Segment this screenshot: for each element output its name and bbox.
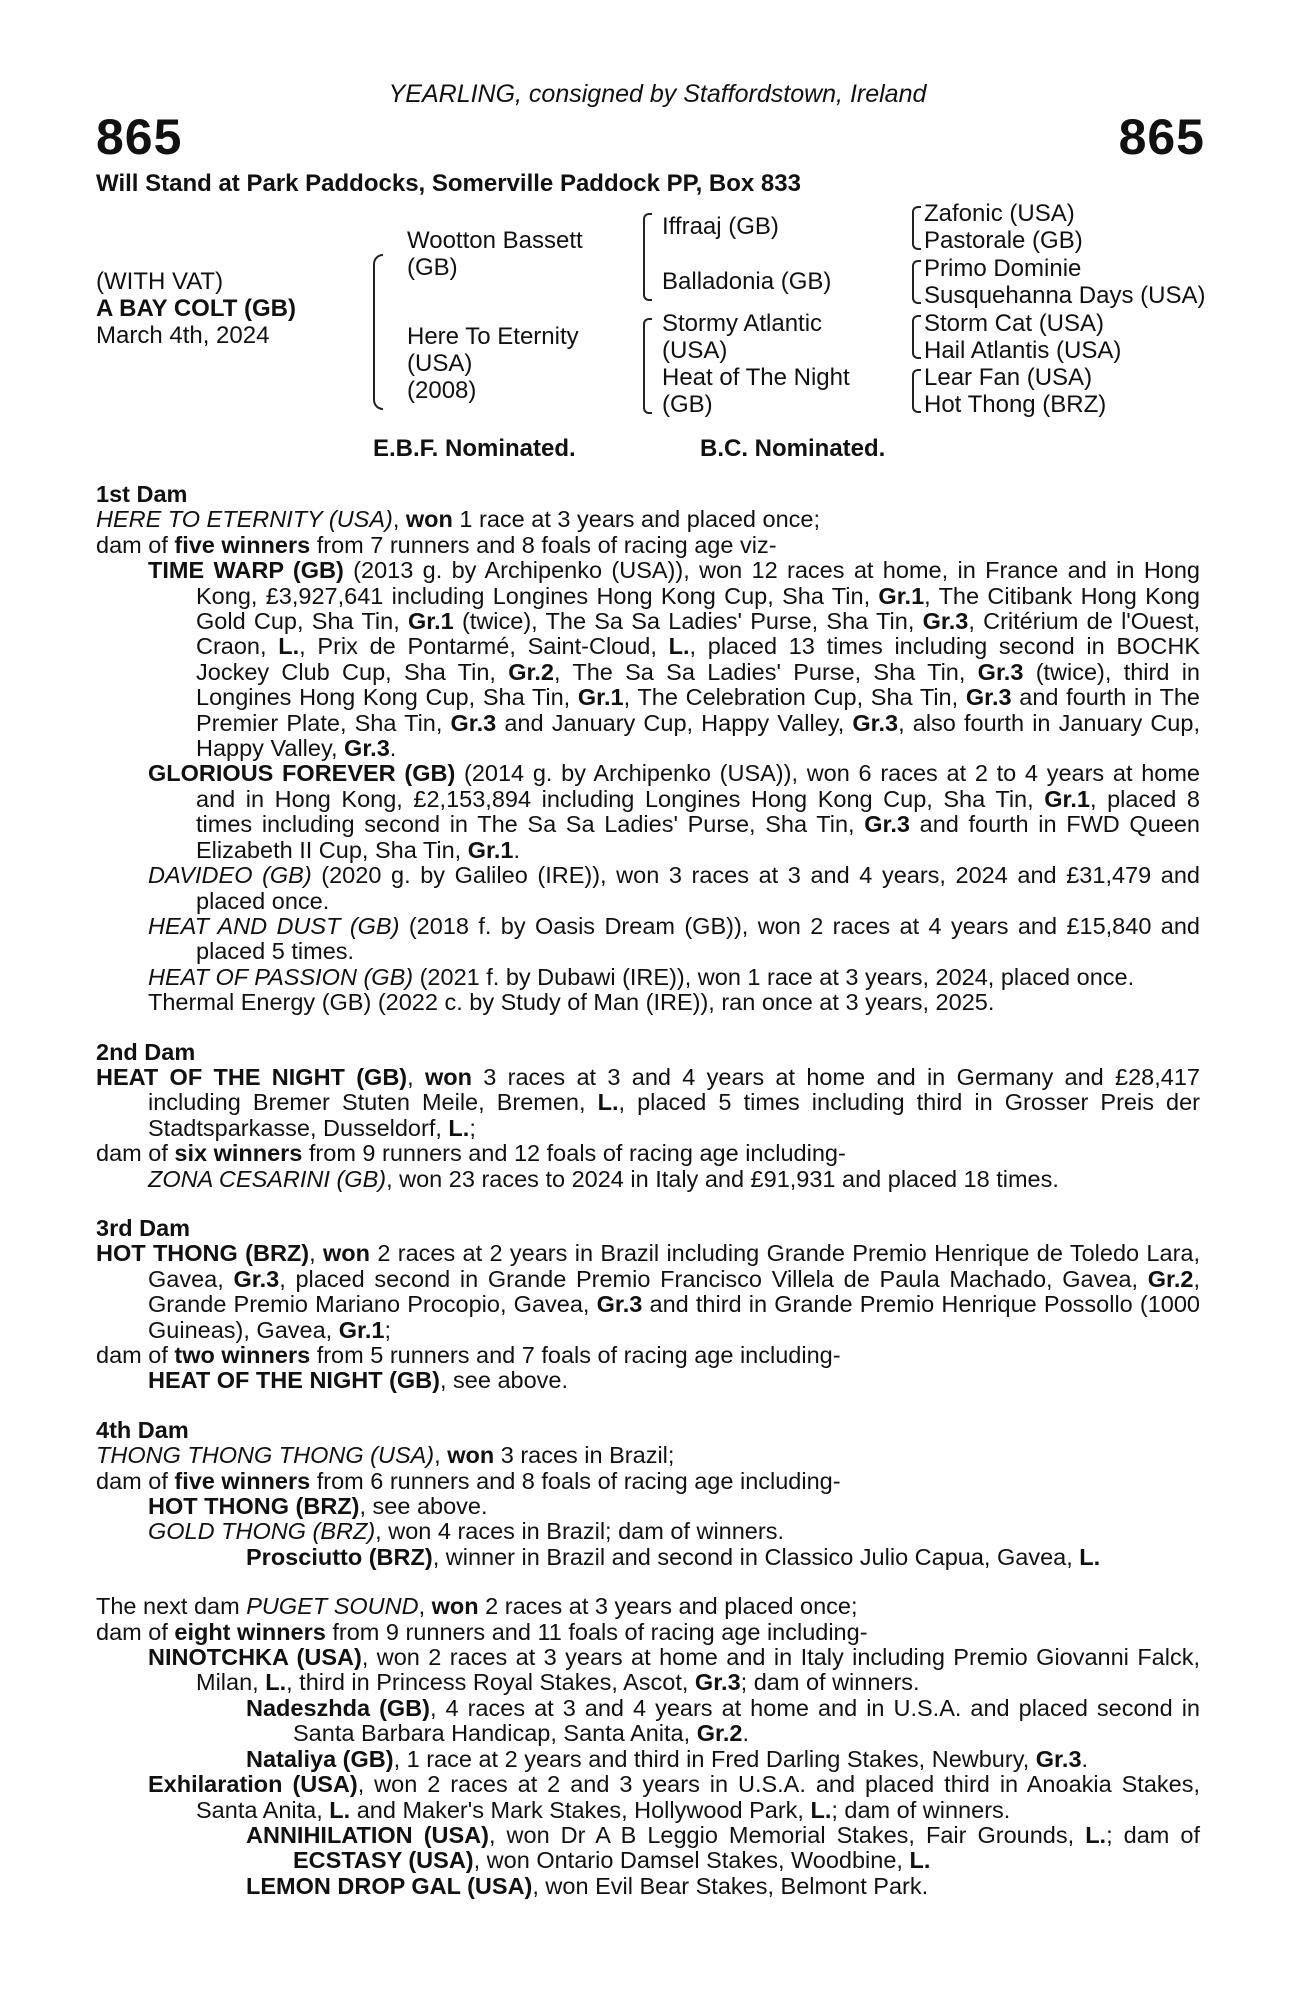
first-dam-produce-summary: dam of five winners from 7 runners and 8 foals of racing age viz- [96, 531, 777, 558]
produce-hot-thong: HOT THONG (BRZ), see above. [148, 1493, 488, 1520]
sale-line: YEARLING, consigned by Staffordstown, Ireland [388, 80, 927, 108]
pedigree-brace-sd [912, 260, 921, 304]
next-dam-line: The next dam PUGET SOUND, won 2 races at 3 years and placed once; [96, 1593, 858, 1620]
fourth-dam-produce-summary: dam of five winners from 6 runners and 8 foals of racing age including- [96, 1467, 841, 1494]
third-dam-heading: 3rd Dam [96, 1214, 191, 1241]
pedigree-dam-sire: Stormy Atlantic (USA) [662, 310, 823, 364]
produce-nataliya: Nataliya (GB), 1 race at 2 years and third in Fred Darling Stakes, Newbury, Gr.3. [246, 1745, 1089, 1772]
pedigree-brace-ds [912, 315, 921, 359]
next-dam-produce-summary: dam of eight winners from 9 runners and 11 foals of racing age including- [96, 1618, 868, 1645]
second-dam-line: HEAT OF THE NIGHT (GB), won 3 races at 3 and 4 years at home and in Germany and £28,417 including Bremer Stuten Meile, Bremen, L., placed 5 times including third in Grosser Preis der Stadtsparkasse, Dusseldorf, L.; [96, 1063, 1200, 1141]
lot-number-right: 865 [1118, 109, 1205, 165]
pedigree-sire: Wootton Bassett (GB) [407, 227, 583, 281]
pedigree-sire-sire: Iffraaj (GB) [662, 213, 779, 240]
vat-note: (WITH VAT) [96, 268, 224, 295]
date-of-birth: March 4th, 2024 [96, 322, 270, 349]
pedigree-dam-dam: Heat of The Night (GB) [662, 364, 850, 418]
produce-glorious-forever: GLORIOUS FOREVER (GB) (2014 g. by Archipenko (USA)), won 6 races at 2 to 4 years at home and in Hong Kong, £2,153,894 including Longines Hong Kong Cup, Sha Tin, Gr.1, placed 8 times including second in The Sa Sa Ladies' Purse, Sha Tin, Gr.3 and fourth in FWD Queen Elizabeth II Cup, Sha Tin, Gr.1. [148, 760, 1200, 863]
produce-gold-thong: GOLD THONG (BRZ), won 4 races in Brazil; dam of winners. [148, 1518, 784, 1545]
lot-number-left: 865 [96, 109, 183, 165]
produce-thermal-energy: Thermal Energy (GB) (2022 c. by Study of Man (IRE)), ran once at 3 years, 2025. [148, 989, 995, 1016]
fourth-dam-line: THONG THONG THONG (USA), won 3 races in Brazil; [96, 1442, 675, 1469]
first-dam-heading: 1st Dam [96, 481, 188, 507]
produce-ninotchka: NINOTCHKA (USA), won 2 races at 3 years at home and in Italy including Premio Giovanni Falck, Milan, L., third in Princess Royal Stakes, Ascot, Gr.3; dam of winners. [148, 1644, 1201, 1696]
pedigree-third-gen-3: Storm Cat (USA) Hail Atlantis (USA) [924, 310, 1122, 364]
pedigree-third-gen-4: Lear Fan (USA) Hot Thong (BRZ) [924, 364, 1107, 418]
produce-zona-cesarini: ZONA CESARINI (GB), won 23 races to 2024 in Italy and £91,931 and placed 18 times. [148, 1165, 1059, 1192]
produce-nadeszhda: Nadeszhda (GB), 4 races at 3 and 4 years at home and in U.S.A. and placed second in Santa Barbara Handicap, Santa Anita, Gr.2. [246, 1694, 1200, 1747]
pedigree-sire-dam: Balladonia (GB) [662, 268, 832, 295]
first-dam-line: HERE TO ETERNITY (USA), won 1 race at 3 years and placed once; [96, 506, 821, 533]
pedigree-brace-dd [912, 369, 921, 413]
produce-time-warp: TIME WARP (GB) (2013 g. by Archipenko (USA)), won 12 races at home, in France and in Hong Kong, £3,927,641 including Longines Hong Kong Cup, Sha Tin, Gr.1, The Citibank Hong Kong Gold Cup, Sha Tin, Gr.1 (twice), The Sa Sa Ladies' Purse, Sha Tin, Gr.3, Critérium de l'Ouest, Craon, L., Prix de Pontarmé, Saint-Cloud, L., placed 13 times including second in BOCHK Jockey Club Cup, Sha Tin, Gr.2, The Sa Sa Ladies' Purse, Sha Tin, Gr.3 (twice), third in Longines Hong Kong Cup, Sha Tin, Gr.1, The Celebration Cup, Sha Tin, Gr.3 and fourth in The Premier Plate, Sha Tin, Gr.3 and January Cup, Happy Valley, Gr.3, also fourth in January Cup, Happy Valley, Gr.3. [148, 557, 1201, 762]
produce-exhilaration: Exhilaration (USA), won 2 races at 2 and 3 years in U.S.A. and placed third in Anoakia Stakes, Santa Anita, L. and Maker's Mark Stakes, Hollywood Park, L.; dam of winners. [148, 1771, 1200, 1823]
produce-davideo: DAVIDEO (GB) (2020 g. by Galileo (IRE)), won 3 races at 3 and 4 years, 2024 and £31,479 and placed once. [148, 862, 1200, 914]
produce-lemon-drop-gal: LEMON DROP GAL (USA), won Evil Bear Stakes, Belmont Park. [246, 1872, 929, 1899]
pedigree-brace-sire [643, 213, 652, 301]
pedigree-dam: Here To Eternity (USA) (2008) [407, 323, 579, 404]
produce-heat-of-the-night: HEAT OF THE NIGHT (GB), see above. [148, 1367, 569, 1394]
subject-block [96, 268, 296, 349]
bc-nomination: B.C. Nominated. [700, 435, 886, 462]
stand-line: Will Stand at Park Paddocks, Somerville Paddock PP, Box 833 [96, 170, 801, 197]
fourth-dam-heading: 4th Dam [96, 1416, 189, 1443]
second-dam-heading: 2nd Dam [96, 1038, 196, 1065]
horse-name: A BAY COLT (GB) [96, 295, 297, 322]
produce-heat-of-passion: HEAT OF PASSION (GB) (2021 f. by Dubawi (IRE)), won 1 race at 3 years, 2024, placed once. [148, 963, 1135, 990]
second-dam-produce-summary: dam of six winners from 9 runners and 12 foals of racing age including- [96, 1140, 846, 1167]
third-dam-line: HOT THONG (BRZ), won 2 races at 2 years in Brazil including Grande Premio Henrique de Toledo Lara, Gavea, Gr.3, placed second in Grande Premio Francisco Villela de Paula Machado, Gavea, Gr.2, Grande Premio Mariano Procopio, Gavea, Gr.3 and third in Grande Premio Henrique Possollo (1000 Guineas), Gavea, Gr.1; [96, 1240, 1200, 1343]
pedigree-brace-main [373, 254, 383, 410]
ebf-nomination: E.B.F. Nominated. [373, 435, 576, 462]
pedigree-brace-ss [912, 206, 921, 250]
produce-heat-and-dust: HEAT AND DUST (GB) (2018 f. by Oasis Dream (GB)), won 2 races at 4 years and £15,840 and placed 5 times. [148, 912, 1200, 965]
pedigree-third-gen-2: Primo Dominie Susquehanna Days (USA) [924, 255, 1206, 309]
produce-annihilation: ANNIHILATION (USA), won Dr A B Leggio Memorial Stakes, Fair Grounds, L.; dam of ECSTASY (USA), won Ontario Damsel Stakes, Woodbine, L. [246, 1821, 1201, 1874]
pedigree-brace-dam [643, 318, 652, 414]
catalogue-body [96, 482, 1200, 1899]
third-dam-produce-summary: dam of two winners from 5 runners and 7 foals of racing age including- [96, 1342, 841, 1368]
pedigree-third-gen-1: Zafonic (USA) Pastorale (GB) [924, 200, 1083, 254]
produce-prosciutto: Prosciutto (BRZ), winner in Brazil and second in Classico Julio Capua, Gavea, L. [246, 1543, 1101, 1570]
